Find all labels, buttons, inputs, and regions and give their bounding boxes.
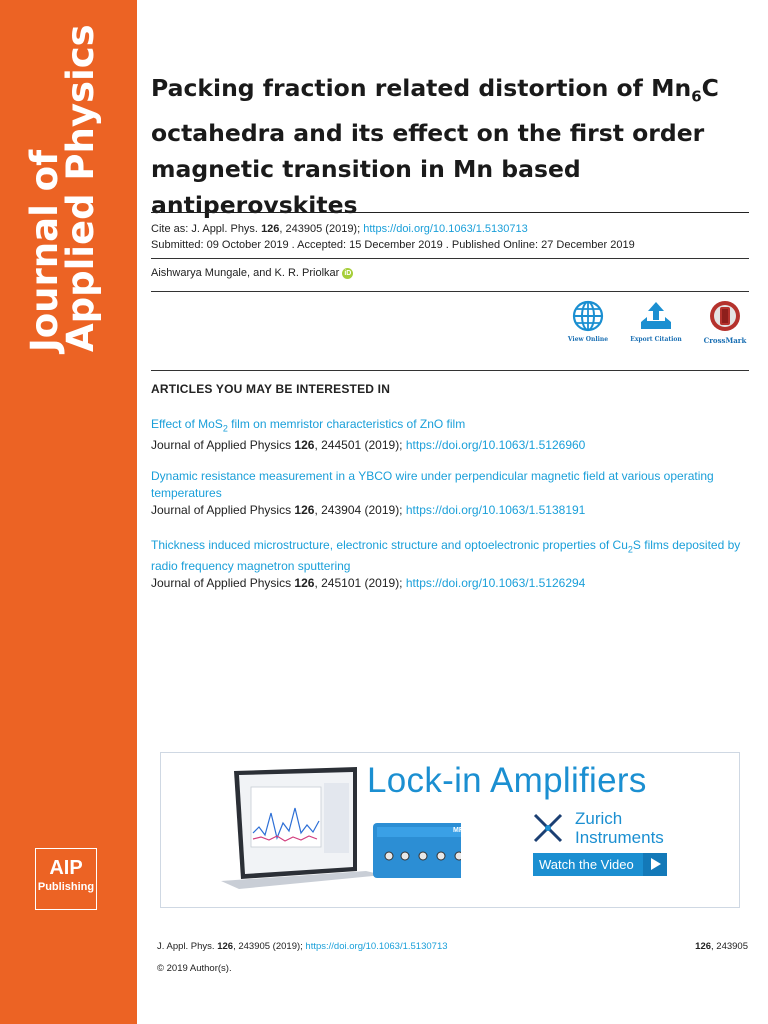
view-online-button[interactable] bbox=[553, 300, 623, 343]
related-article-title-link[interactable] bbox=[151, 416, 751, 437]
footer-cite-volume: 126 bbox=[217, 941, 234, 952]
article-title bbox=[151, 70, 751, 223]
authors bbox=[151, 267, 353, 279]
title-subscript: 2 bbox=[627, 544, 633, 555]
footer-doi-link[interactable]: https://doi.org/10.1063/1.5130713 bbox=[305, 941, 448, 952]
title-text: Dynamic resistance measurement in a YBCO wire under perpendicular magnetic field at various operating temperatures bbox=[151, 469, 714, 500]
ref-rest: , 245101 (2019); bbox=[314, 576, 406, 591]
ref-journal: Journal of Applied Physics bbox=[151, 503, 295, 517]
journal-name bbox=[23, 24, 102, 352]
crossmark-label: CrossMark bbox=[703, 336, 747, 345]
author-names: Aishwarya Mungale, and K. R. Priolkar bbox=[151, 267, 340, 279]
orcid-icon[interactable]: iD bbox=[344, 269, 352, 277]
device-label: MFLI bbox=[453, 827, 470, 834]
journal-name-line1: Journal of bbox=[23, 149, 66, 352]
footer-page-id bbox=[695, 941, 748, 952]
ref-volume: 126 bbox=[294, 503, 315, 517]
divider bbox=[151, 370, 749, 371]
cite-rest: , 243905 (2019); bbox=[279, 223, 364, 235]
footer-page-volume: 126 bbox=[695, 941, 712, 952]
journal-name-line2: Applied Physics bbox=[59, 24, 102, 352]
title-text: film on memristor characteristics of ZnO film bbox=[227, 417, 466, 431]
related-article-doi-link[interactable]: https://doi.org/10.1063/1.5126960 bbox=[405, 438, 586, 453]
related-article bbox=[151, 468, 751, 519]
divider bbox=[151, 258, 749, 259]
citation-block bbox=[151, 221, 635, 253]
aip-publishing-logo[interactable] bbox=[35, 848, 97, 910]
footer-cite-rest: , 243905 (2019); bbox=[233, 941, 306, 952]
title-text: Effect of MoS bbox=[151, 417, 223, 431]
footer-cite-prefix: J. Appl. Phys. bbox=[157, 941, 218, 952]
publication-dates: Submitted: 09 October 2019 . Accepted: 15 December 2019 . Published Online: 27 December 2019 bbox=[151, 239, 635, 251]
divider bbox=[151, 212, 749, 213]
related-articles-heading: ARTICLES YOU MAY BE INTERESTED IN bbox=[151, 382, 391, 396]
title-part1: Packing fraction related distortion of Mn bbox=[151, 74, 692, 102]
logo-line2: Publishing bbox=[37, 881, 95, 893]
cite-line bbox=[151, 221, 635, 237]
view-online-label: View Online bbox=[567, 336, 609, 343]
title-text: S films deposited by radio frequency magnetron sputtering bbox=[151, 538, 741, 574]
related-article bbox=[151, 416, 751, 454]
related-article-ref bbox=[151, 502, 751, 519]
ref-volume: 126 bbox=[294, 576, 315, 591]
related-article-doi-link[interactable]: https://doi.org/10.1063/1.5126294 bbox=[405, 576, 586, 591]
zurich-instruments-logo-icon bbox=[531, 811, 565, 845]
footer-page-rest: , 243905 bbox=[711, 941, 748, 952]
title-subscript: 2 bbox=[222, 423, 228, 434]
related-article-doi-link[interactable]: https://doi.org/10.1063/1.5138191 bbox=[405, 503, 586, 517]
related-article-ref bbox=[151, 575, 751, 592]
ref-volume: 126 bbox=[294, 438, 315, 453]
related-article-ref bbox=[151, 437, 751, 454]
export-citation-button[interactable] bbox=[621, 300, 691, 343]
title-part2: C octahedra and its effect on the first order magnetic transition in Mn based antiperovskites bbox=[151, 74, 719, 219]
crossmark-icon bbox=[709, 300, 741, 332]
related-article-title-link[interactable] bbox=[151, 468, 751, 502]
title-subscript: 6 bbox=[691, 87, 702, 106]
export-icon bbox=[639, 300, 673, 332]
ad-title: Lock-in Amplifiers bbox=[367, 761, 647, 800]
cite-prefix: Cite as: J. Appl. Phys. bbox=[151, 223, 262, 235]
watch-video-label: Watch the Video bbox=[539, 857, 634, 872]
ref-journal: Journal of Applied Physics bbox=[151, 438, 295, 453]
logo-line1: AIP bbox=[49, 857, 83, 879]
ref-journal: Journal of Applied Physics bbox=[151, 576, 295, 591]
crossmark-button[interactable] bbox=[690, 300, 760, 345]
divider bbox=[151, 291, 749, 292]
journal-sidebar bbox=[0, 0, 137, 1024]
title-text: Thickness induced microstructure, electronic structure and optoelectronic properties of Cu bbox=[151, 538, 628, 552]
zurich-brand bbox=[575, 809, 664, 847]
export-citation-label: Export Citation bbox=[630, 336, 682, 343]
brand-line2: Instruments bbox=[575, 828, 664, 847]
ref-rest: , 243904 (2019); bbox=[314, 503, 406, 517]
cite-doi-link[interactable]: https://doi.org/10.1063/1.5130713 bbox=[363, 223, 528, 235]
cite-volume: 126 bbox=[261, 223, 280, 235]
globe-icon bbox=[572, 300, 604, 332]
copyright: © 2019 Author(s). bbox=[157, 963, 232, 974]
related-article-title-link[interactable] bbox=[151, 537, 751, 575]
play-icon bbox=[643, 853, 667, 876]
footer-citation bbox=[157, 941, 448, 952]
advertisement-banner[interactable] bbox=[160, 752, 740, 908]
watch-video-button[interactable] bbox=[533, 853, 667, 876]
related-article bbox=[151, 537, 751, 592]
ref-rest: , 244501 (2019); bbox=[314, 438, 406, 453]
brand-line1: Zurich bbox=[575, 809, 623, 828]
